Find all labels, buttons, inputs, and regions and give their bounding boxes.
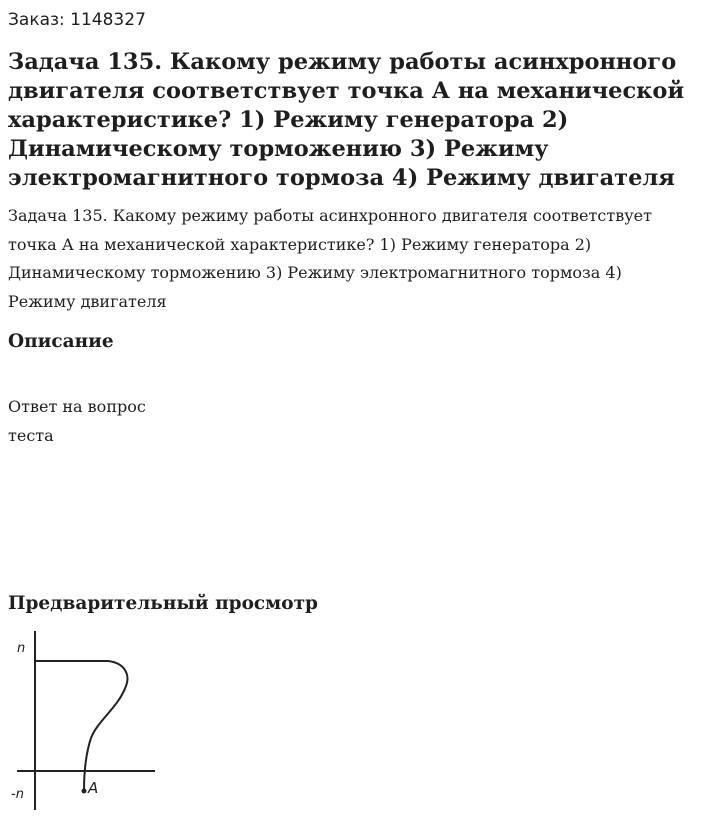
preview-image [8, 628, 168, 828]
task-description: Задача 135. Какому режиму работы асинхронного двигателя соответствует точка А на механической характеристике? 1) Режиму генератора 2) Динамическому торможению 3) Режиму электромагнитного тормоза 4) Режиму двигателя [8, 206, 652, 311]
answer-text: Ответ на вопрос теста [8, 397, 146, 445]
preview-heading: Предварительный просмотр [8, 593, 318, 614]
order-number: Заказ: 1148327 [8, 10, 146, 30]
point-a-marker [82, 789, 87, 794]
task-title: Задача 135. Какому режиму работы асинхронного двигателя соответствует точка А на механической характеристике? 1) Режиму генератора 2) Динамическому торможению 3) Режиму электромагнитного тормоза 4) Режиму двигателя [8, 49, 685, 191]
point-a-label: A [88, 779, 99, 797]
mechanical-characteristic-graph [8, 628, 168, 828]
axis-label-minus-n: -n [11, 787, 24, 802]
axis-label-n: n [17, 641, 26, 656]
description-heading: Описание [8, 331, 114, 352]
